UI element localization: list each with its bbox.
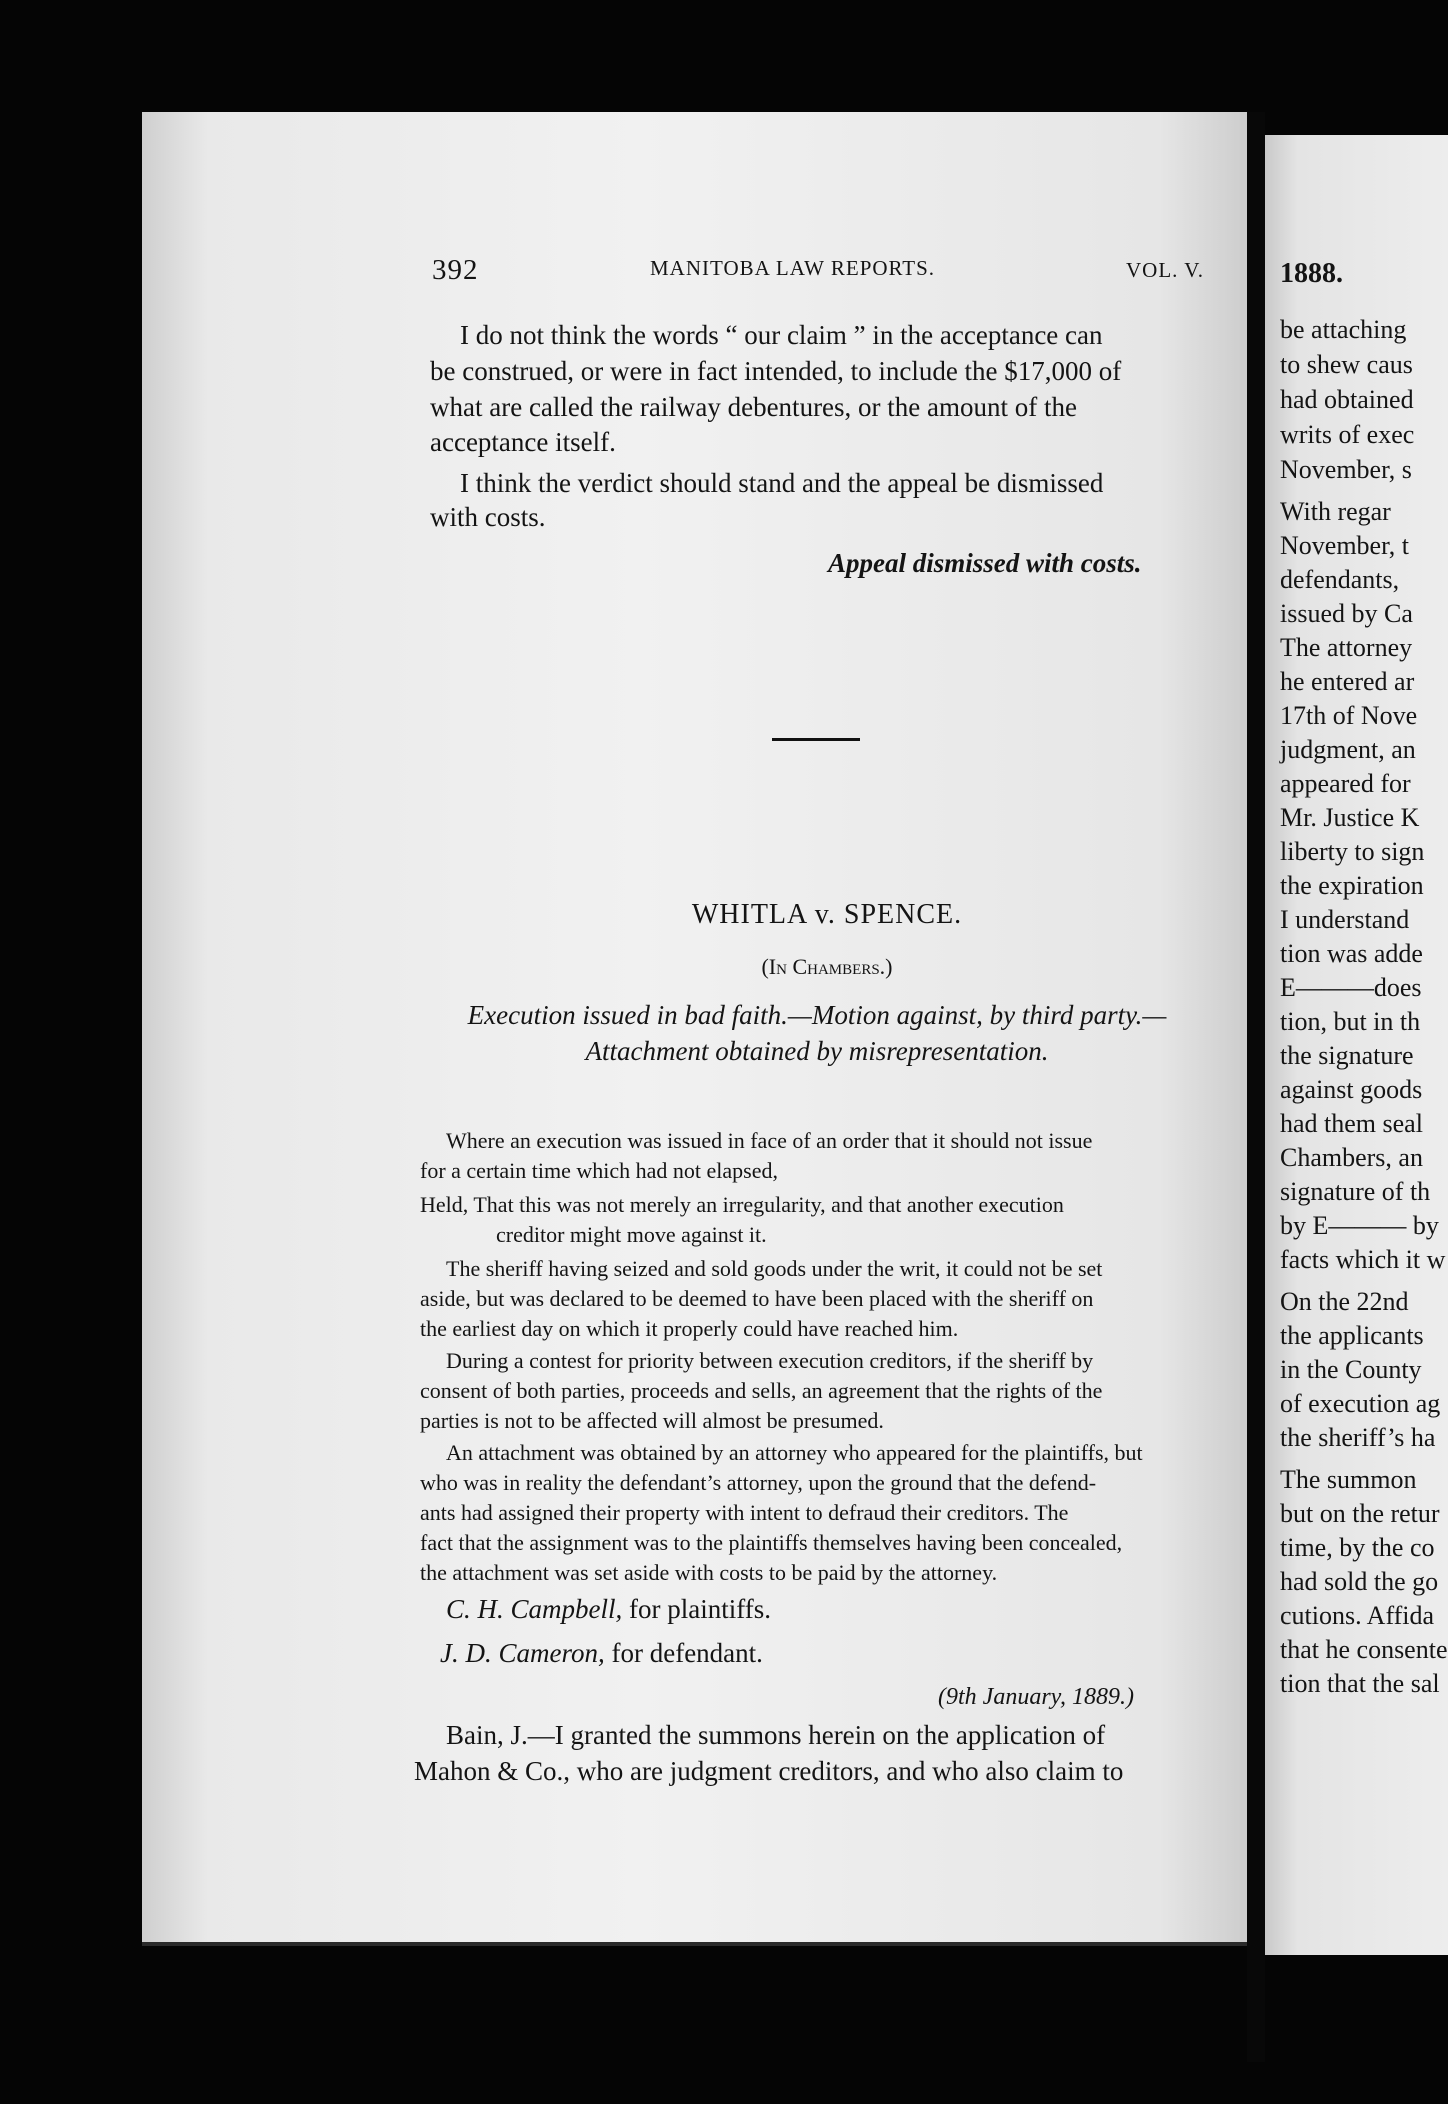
- syllabus-line: ants had assigned their property with intent to defraud their creditors. The: [420, 1500, 1069, 1525]
- right-page-line: November, t: [1280, 531, 1409, 560]
- counsel-defendant: [440, 1638, 763, 1669]
- counsel-plaintiffs: [446, 1594, 771, 1625]
- syllabus-line: Held, That this was not merely an irregularity, and that another execution: [420, 1192, 1064, 1217]
- right-page-line: the signature: [1280, 1041, 1414, 1070]
- case-title: WHITLA v. SPENCE.: [691, 899, 963, 930]
- syllabus-line: consent of both parties, proceeds and sells, an agreement that the rights of the: [420, 1378, 1103, 1403]
- right-page-line: but on the retur: [1280, 1499, 1440, 1528]
- right-page-line: With regar: [1280, 497, 1391, 526]
- right-page-line: time, by the co: [1280, 1533, 1435, 1562]
- syllabus-line: An attachment was obtained by an attorney who appeared for the plaintiffs, but: [446, 1440, 1143, 1465]
- right-page-line: be attaching: [1280, 315, 1407, 344]
- section-rule: [772, 738, 860, 741]
- right-page-line: tion, but in th: [1280, 1007, 1421, 1036]
- syllabus-line: Where an execution was issued in face of an order that it should not issue: [446, 1128, 1093, 1153]
- right-page-line: Chambers, an: [1280, 1143, 1423, 1172]
- right-page-line: the applicants: [1280, 1321, 1424, 1350]
- syllabus-line: the attachment was set aside with costs to be paid by the attorney.: [420, 1560, 998, 1585]
- page-gutter: [1247, 112, 1265, 2062]
- syllabus-line: who was in reality the defendant’s attorney, upon the ground that the defend-: [420, 1470, 1097, 1495]
- right-page-line: had sold the go: [1280, 1567, 1439, 1596]
- syllabus-line: The sheriff having seized and sold goods under the writ, it could not be set: [446, 1256, 1103, 1281]
- right-page: [1265, 135, 1448, 1955]
- opening-line: with costs.: [430, 502, 546, 532]
- right-page-line: The attorney: [1280, 633, 1413, 662]
- right-page-line: cutions. Affida: [1280, 1601, 1435, 1630]
- right-page-line: against goods: [1280, 1075, 1423, 1104]
- right-page-line: in the County: [1280, 1355, 1422, 1384]
- counsel-role: for plaintiffs.: [629, 1594, 771, 1624]
- right-page-line: Mr. Justice K: [1280, 803, 1420, 832]
- opening-line: be construed, or were in fact intended, to include the $17,000 of: [430, 356, 1122, 386]
- syllabus-line: the earliest day on which it properly could have reached him.: [420, 1316, 959, 1341]
- right-page-line: tion that the sal: [1280, 1669, 1440, 1698]
- right-page-line: liberty to sign: [1280, 837, 1425, 866]
- right-page-line: had them seal: [1280, 1109, 1423, 1138]
- right-page-line: The summon: [1280, 1465, 1417, 1494]
- right-page-line: On the 22nd: [1280, 1287, 1409, 1316]
- right-page-line: judgment, an: [1280, 735, 1416, 764]
- syllabus-line: parties is not to be affected will almost be presumed.: [420, 1408, 884, 1433]
- syllabus-line: aside, but was declared to be deemed to have been placed with the sheriff on: [420, 1286, 1094, 1311]
- syllabus-line: fact that the assignment was to the plaintiffs themselves having been concealed,: [420, 1530, 1123, 1555]
- right-page-year: 1888.: [1280, 258, 1343, 289]
- right-page-line: writs of exec: [1280, 420, 1415, 449]
- opening-line: I think the verdict should stand and the appeal be dismissed: [460, 468, 1104, 498]
- right-page-line: to shew caus: [1280, 350, 1413, 379]
- counsel-name: J. D. Cameron,: [440, 1638, 605, 1668]
- right-page-line: tion was adde: [1280, 939, 1423, 968]
- judgment-line: Mahon & Co., who are judgment creditors, and who also claim to: [414, 1756, 1124, 1786]
- page-number: 392: [432, 254, 479, 286]
- right-page-line: had obtained: [1280, 385, 1414, 414]
- syllabus-line: for a certain time which had not elapsed,: [420, 1158, 778, 1183]
- right-page-line: I understand: [1280, 905, 1410, 934]
- right-page-line: issued by Ca: [1280, 599, 1413, 628]
- disposition: Appeal dismissed with costs.: [828, 548, 1142, 578]
- right-page-line: he entered ar: [1280, 667, 1415, 696]
- opening-line: I do not think the words “ our claim ” in the acceptance can: [460, 320, 1103, 350]
- right-page-line: appeared for: [1280, 769, 1411, 798]
- right-page-line: 17th of Nove: [1280, 701, 1418, 730]
- running-head: MANITOBA LAW REPORTS.: [650, 256, 936, 280]
- counsel-role: for defendant.: [611, 1638, 763, 1668]
- right-page-line: by E——— by: [1280, 1211, 1439, 1240]
- chambers-label: (In Chambers.): [761, 954, 893, 979]
- page-edge-line: [142, 1942, 1247, 1946]
- right-page-line: signature of th: [1280, 1177, 1431, 1206]
- volume-label: VOL. V.: [1126, 258, 1204, 282]
- right-page-line: defendants,: [1280, 565, 1400, 594]
- right-page-line: that he consente: [1280, 1635, 1448, 1664]
- right-page-line: the expiration: [1280, 871, 1424, 900]
- right-page-line: the sheriff’s ha: [1280, 1423, 1436, 1452]
- syllabus-line: creditor might move against it.: [496, 1222, 767, 1247]
- headnote-line: Attachment obtained by misrepresentation.: [585, 1036, 1049, 1066]
- right-page-line: November, s: [1280, 455, 1412, 484]
- right-page-line: E———does: [1280, 973, 1422, 1002]
- right-page-line: facts which it w: [1280, 1245, 1446, 1274]
- opening-line: what are called the railway debentures, or the amount of the: [430, 392, 1077, 422]
- decision-date: (9th January, 1889.): [938, 1684, 1134, 1710]
- judgment-line: Bain, J.—I granted the summons herein on the application of: [446, 1720, 1106, 1750]
- headnote-line: Execution issued in bad faith.—Motion against, by third party.—: [467, 1000, 1167, 1030]
- opening-line: acceptance itself.: [430, 427, 616, 457]
- counsel-name: C. H. Campbell,: [446, 1594, 623, 1624]
- syllabus-line: During a contest for priority between execution creditors, if the sheriff by: [446, 1348, 1094, 1373]
- right-page-line: of execution ag: [1280, 1389, 1441, 1418]
